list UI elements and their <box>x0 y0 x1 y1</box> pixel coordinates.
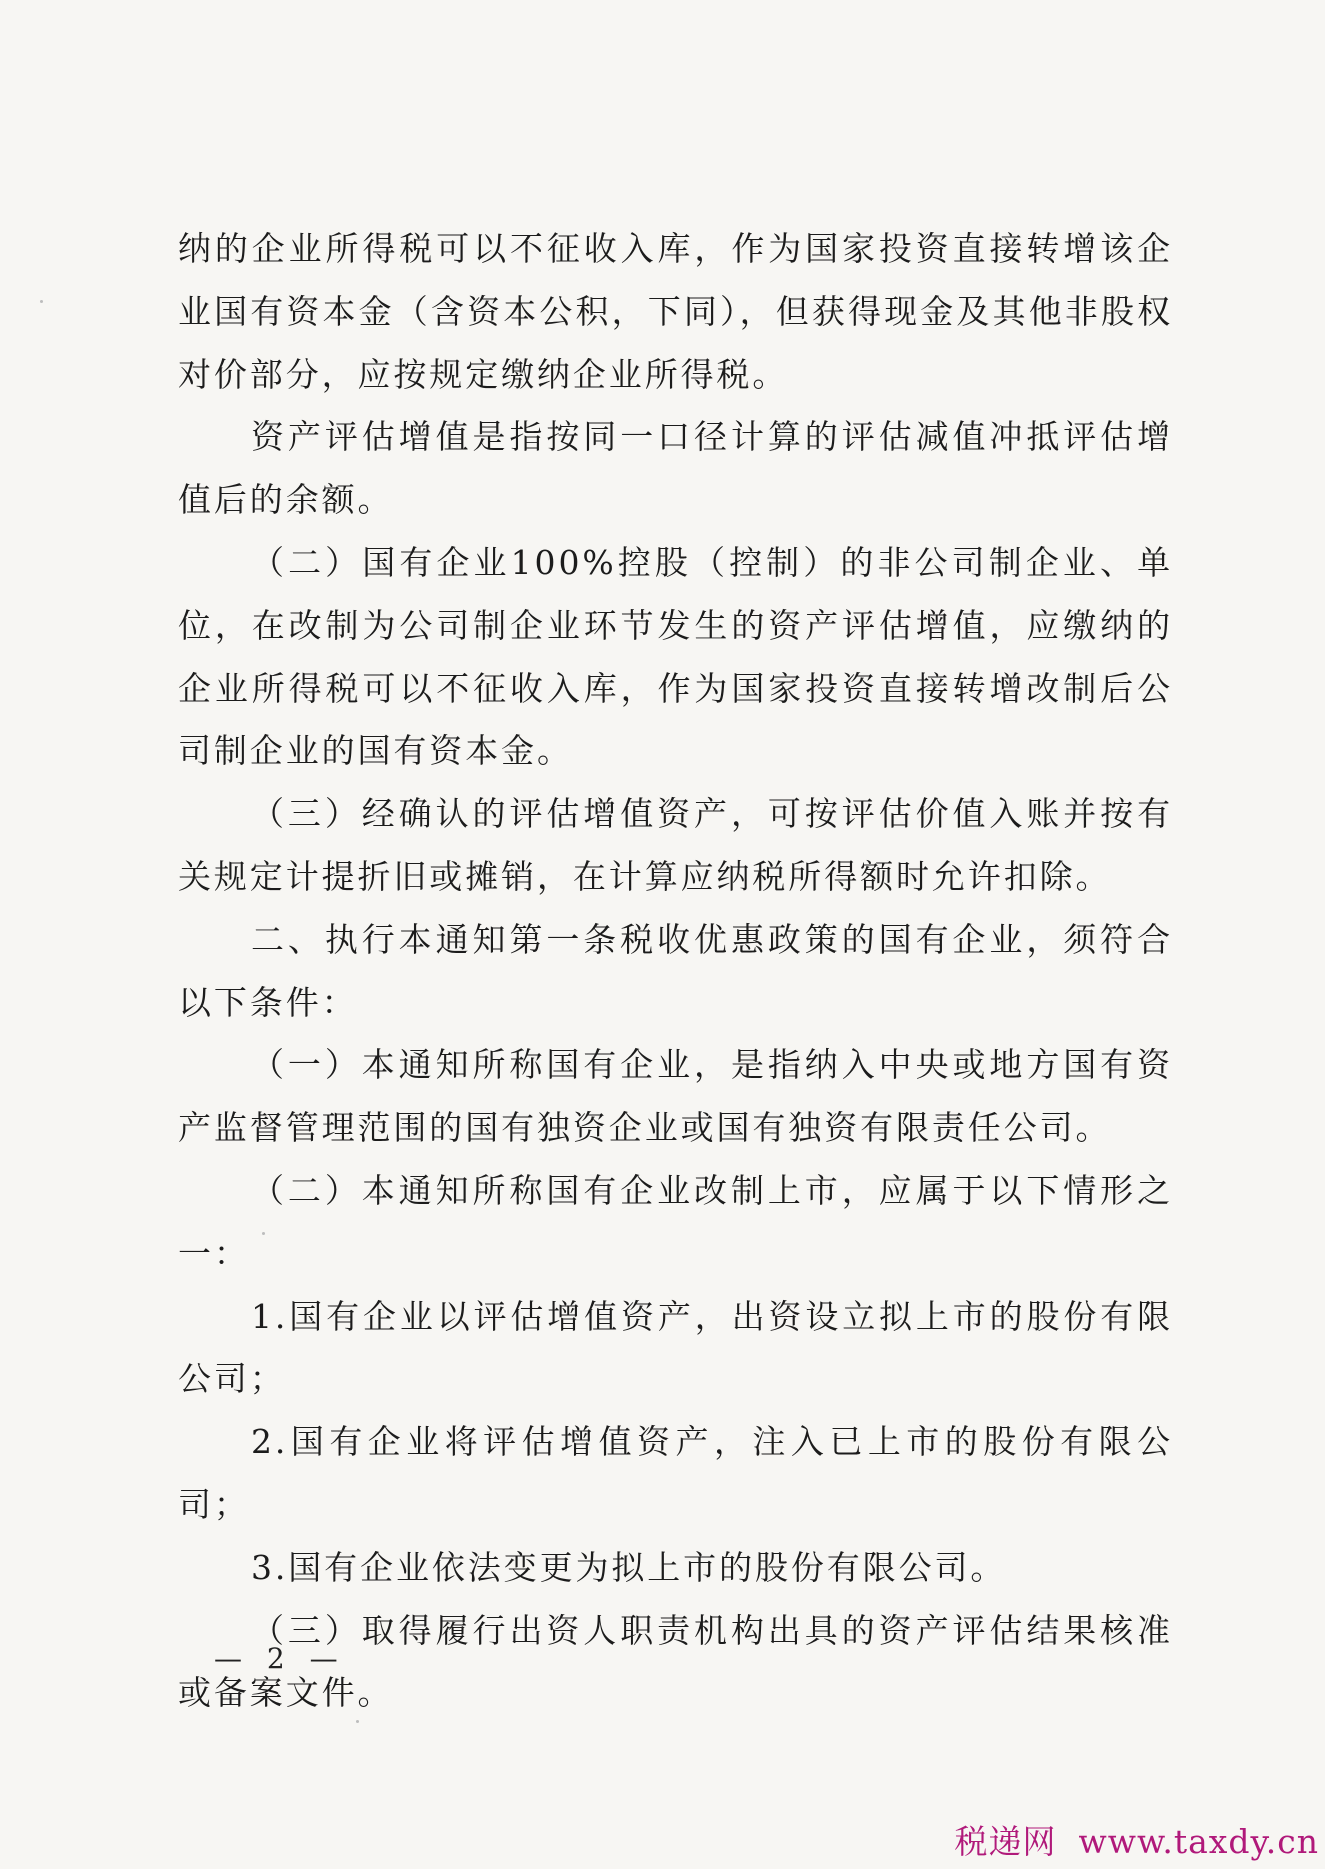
site-watermark <box>955 1816 1319 1863</box>
paragraph-8: 1.国有企业以评估增值资产，出资设立拟上市的股份有限公司； <box>178 1296 1173 1399</box>
paragraph-11: （三）取得履行出资人职责机构出具的资产评估结果核准或备案文件。 <box>178 1610 1173 1713</box>
document-body <box>178 218 1173 1725</box>
paragraph-1: 纳的企业所得税可以不征收入库，作为国家投资直接转增该企业国有资本金（含资本公积，下同），但获得现金及其他非股权对价部分，应按规定缴纳企业所得税。 <box>178 229 1173 394</box>
paragraph-6: （一）本通知所称国有企业，是指纳入中央或地方国有资产监督管理范围的国有独资企业或国有独资有限责任公司。 <box>178 1045 1173 1148</box>
scan-speck <box>40 300 43 303</box>
paragraph-3: （二）国有企业100%控股（控制）的非公司制企业、单位，在改制为公司制企业环节发生的资产评估增值，应缴纳的企业所得税可以不征收入库，作为国家投资直接转增改制后公司制企业的国有资本金。 <box>178 542 1173 771</box>
watermark-site-url: www.taxdy.cn <box>1078 1822 1319 1861</box>
watermark-site-name: 税递网 <box>954 1822 1057 1861</box>
page-number: — 2 — <box>214 1642 346 1675</box>
paragraph-10: 3.国有企业依法变更为拟上市的股份有限公司。 <box>251 1547 1007 1587</box>
paragraph-9: 2.国有企业将评估增值资产，注入已上市的股份有限公司； <box>178 1422 1173 1524</box>
paragraph-7: （二）本通知所称国有企业改制上市，应属于以下情形之一： <box>178 1170 1173 1273</box>
paragraph-2: 资产评估增值是指按同一口径计算的评估减值冲抵评估增值后的余额。 <box>178 417 1173 520</box>
scan-speck <box>262 1232 265 1235</box>
paragraph-5: 二、执行本通知第一条税收优惠政策的国有企业，须符合以下条件： <box>178 919 1173 1022</box>
scan-speck <box>356 1720 359 1723</box>
paragraph-4: （三）经确认的评估增值资产，可按评估价值入账并按有关规定计提折旧或摊销，在计算应纳税所得额时允许扣除。 <box>178 794 1173 896</box>
